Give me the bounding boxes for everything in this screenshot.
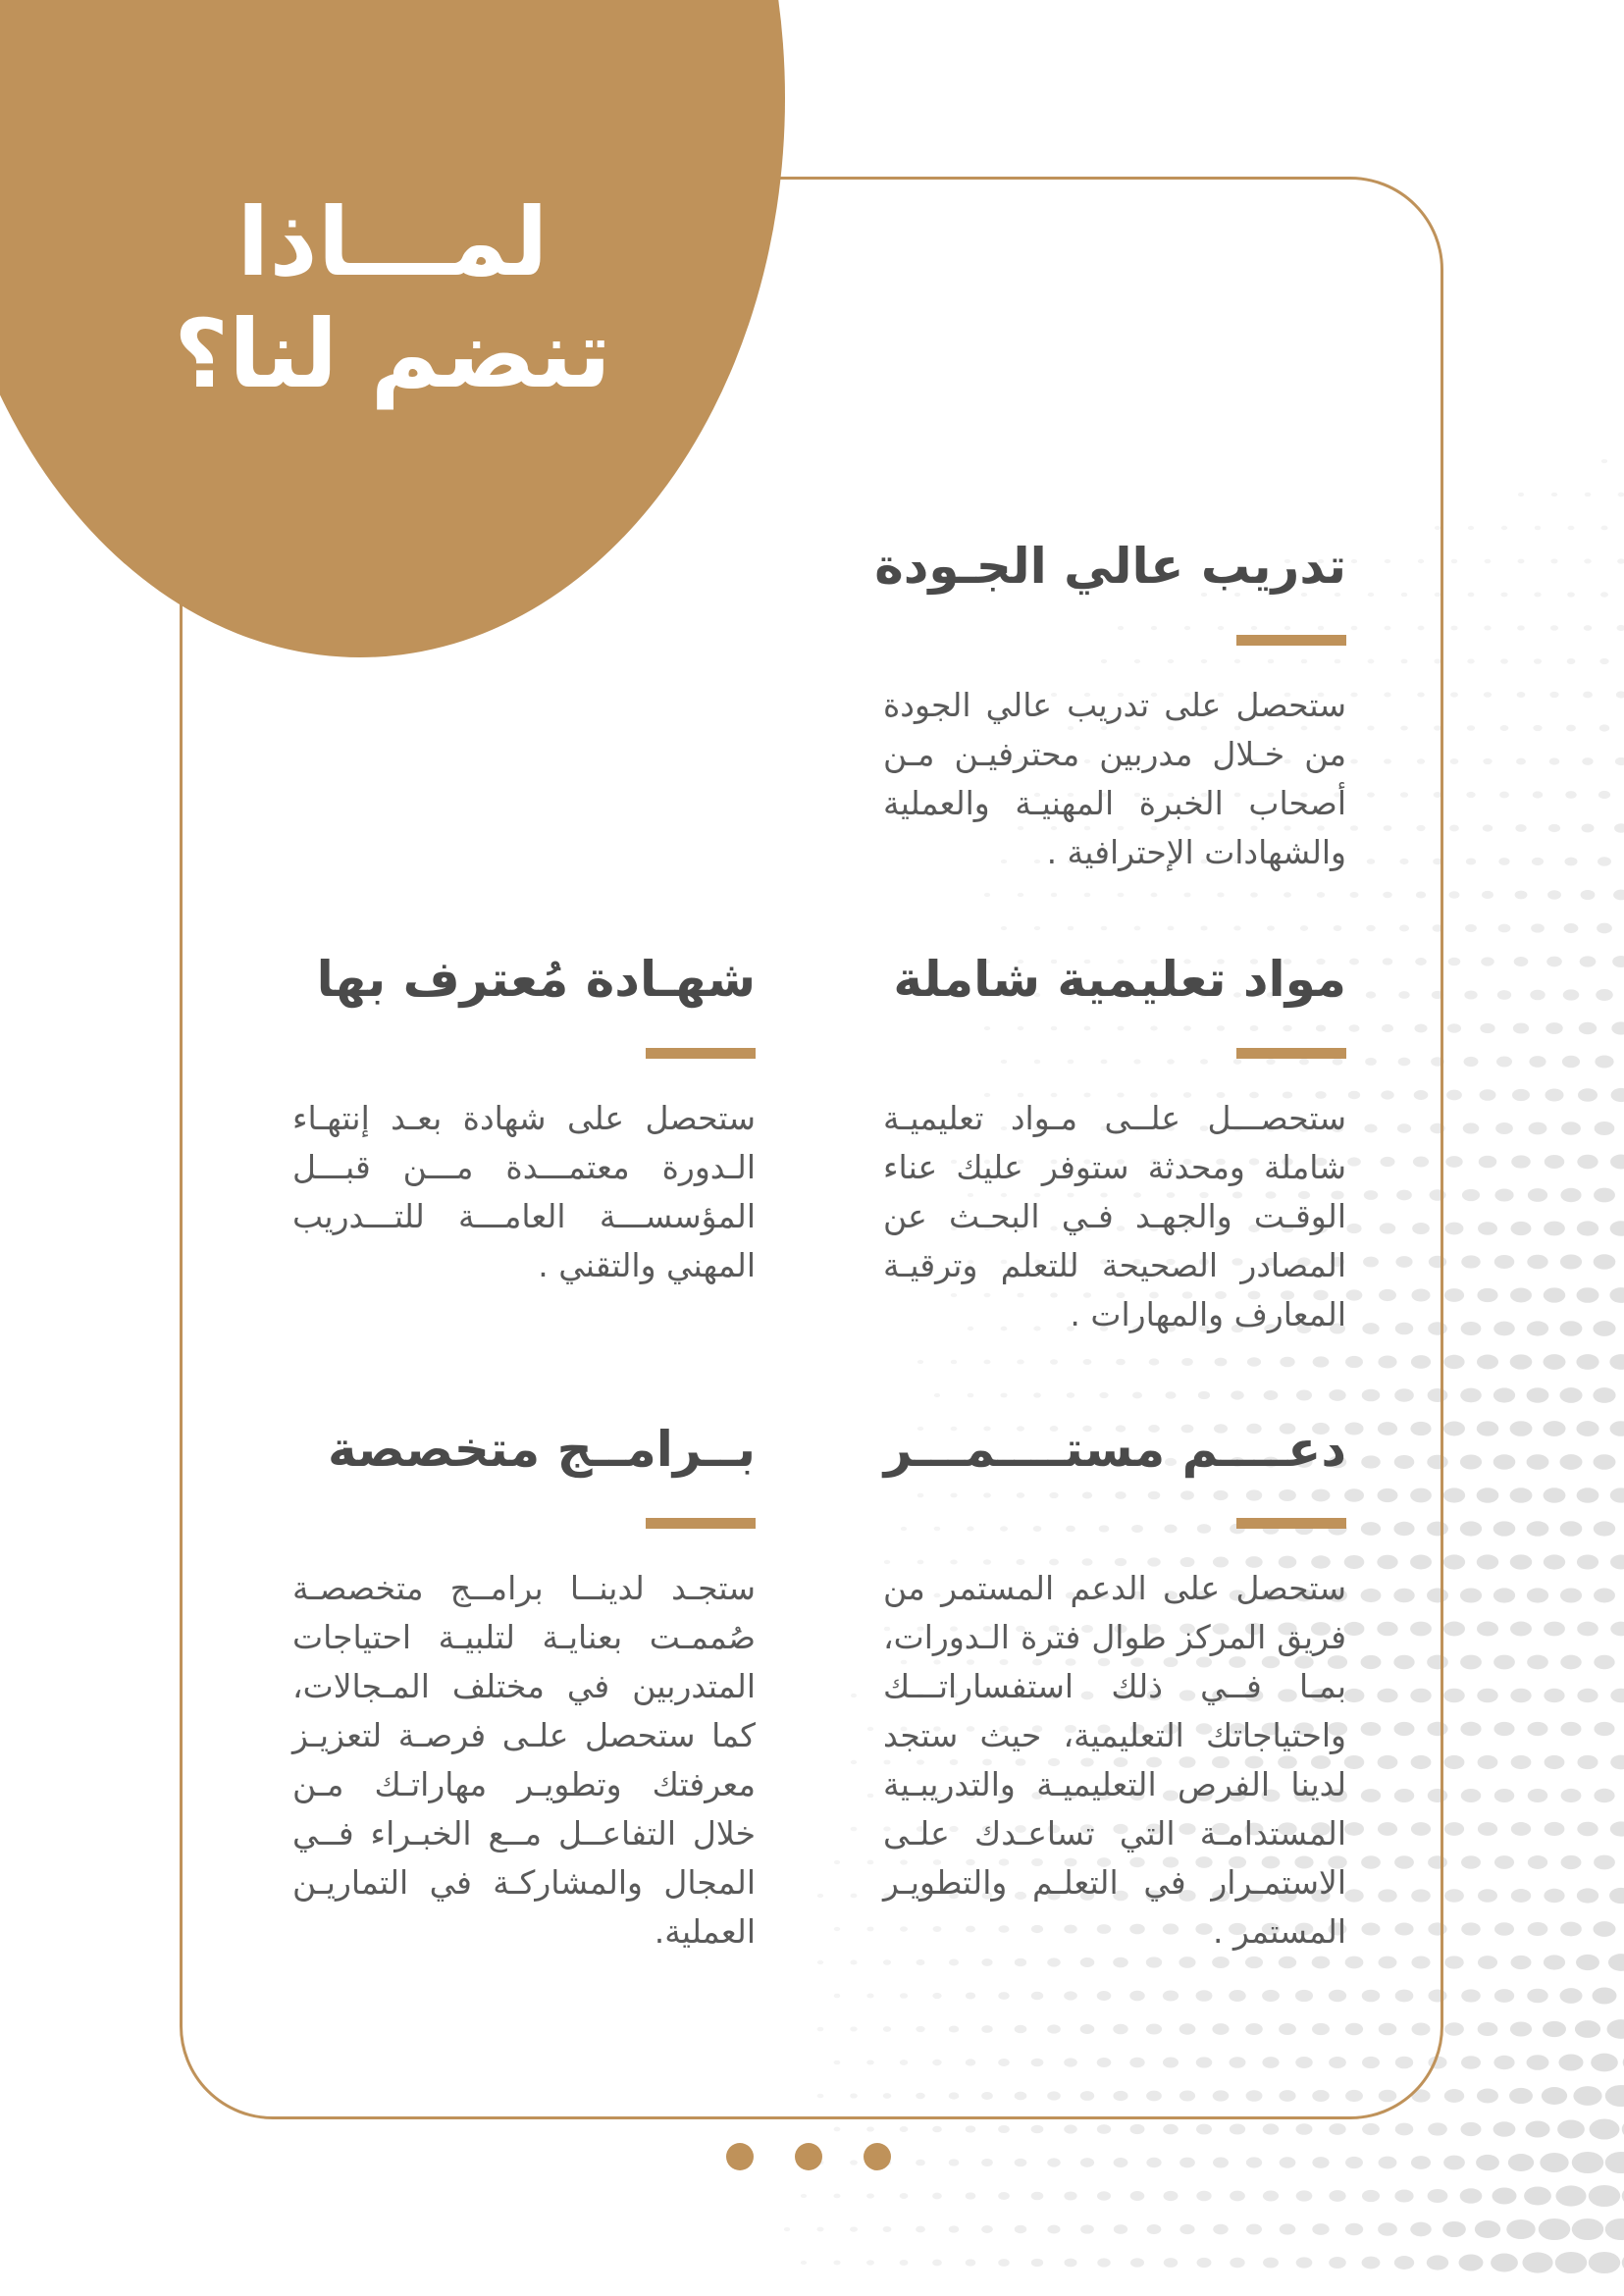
page-title-line-2: تنضم لنا؟ xyxy=(174,299,611,409)
section-title: مواد تعليمية شاملة xyxy=(893,951,1346,1008)
section-continuous-support xyxy=(883,1418,1346,1957)
page-title-line-1: لمـــاذا xyxy=(236,187,549,297)
section-title: دعــــم مستــــمـــر xyxy=(883,1421,1346,1478)
page-dot xyxy=(864,2143,891,2170)
section-body: ستحصل على تدريب عالي الجودة من خـلال مدربين محترفيـن مـن أصحاب الخبرة المهنيـة والعملية والشهادات الإحترافية . xyxy=(883,686,1346,871)
section-accent-bar xyxy=(646,1048,756,1059)
section-body: ستحصـــل علــى مـواد تعليميـة شاملة ومحدثة ستوفر عليك عناء الوقـت والجهـد فـي البحـث عن المصادر الصحيحة للتعلم وترقيـة المعارف والمهارات . xyxy=(883,1099,1346,1333)
section-quality-training xyxy=(874,535,1346,877)
page-dot xyxy=(726,2143,754,2170)
page-title xyxy=(147,186,638,410)
section-accredited-certificate xyxy=(292,948,756,1290)
section-body: ستجـد لدينــا برامــج متخصصـة صُممـت بعنايـة لتلبيـة احتياجات المتدربين في مختلف المـجالات، كما ستحصل علـى فرصـة لتعزيـز معرفتك وتطويـر مهاراتـك مـن خلال التفاعــل مــع الخبـراء فــي المجال والمشاركـة في التماريـن العملية. xyxy=(292,1569,756,1951)
section-accent-bar xyxy=(1236,635,1346,646)
section-body: ستحصل على شهادة بعـد إنتهـاء الـدورة معتمـــدة مـــن قبـــل المؤسســـة العامـــة للتـــدريب المهني والتقني . xyxy=(292,1099,756,1284)
section-title: تدريب عالي الجـودة xyxy=(874,538,1346,595)
page-dot xyxy=(795,2143,822,2170)
page-indicator xyxy=(726,2143,891,2170)
section-specialized-programs xyxy=(292,1418,756,1957)
section-accent-bar xyxy=(1236,1048,1346,1059)
section-title: شهـادة مُعترف بها xyxy=(316,951,756,1008)
section-accent-bar xyxy=(1236,1518,1346,1529)
section-body: ستحصل على الدعم المستمر من فريق المركز طوال فترة الـدورات، بمـا فــي ذلك استفساراتـــك واحتياجاتك التعليمية، حيث ستجد لدينا الفرص التعليميـة والتدريبـية المستدامـة التي تساعـدك علـى الاستمـرار في التعلـم والتطويـر المستمر . xyxy=(883,1569,1346,1951)
section-comprehensive-materials xyxy=(883,948,1346,1339)
section-accent-bar xyxy=(646,1518,756,1529)
section-title: بــرامــج متخصصة xyxy=(327,1421,756,1478)
